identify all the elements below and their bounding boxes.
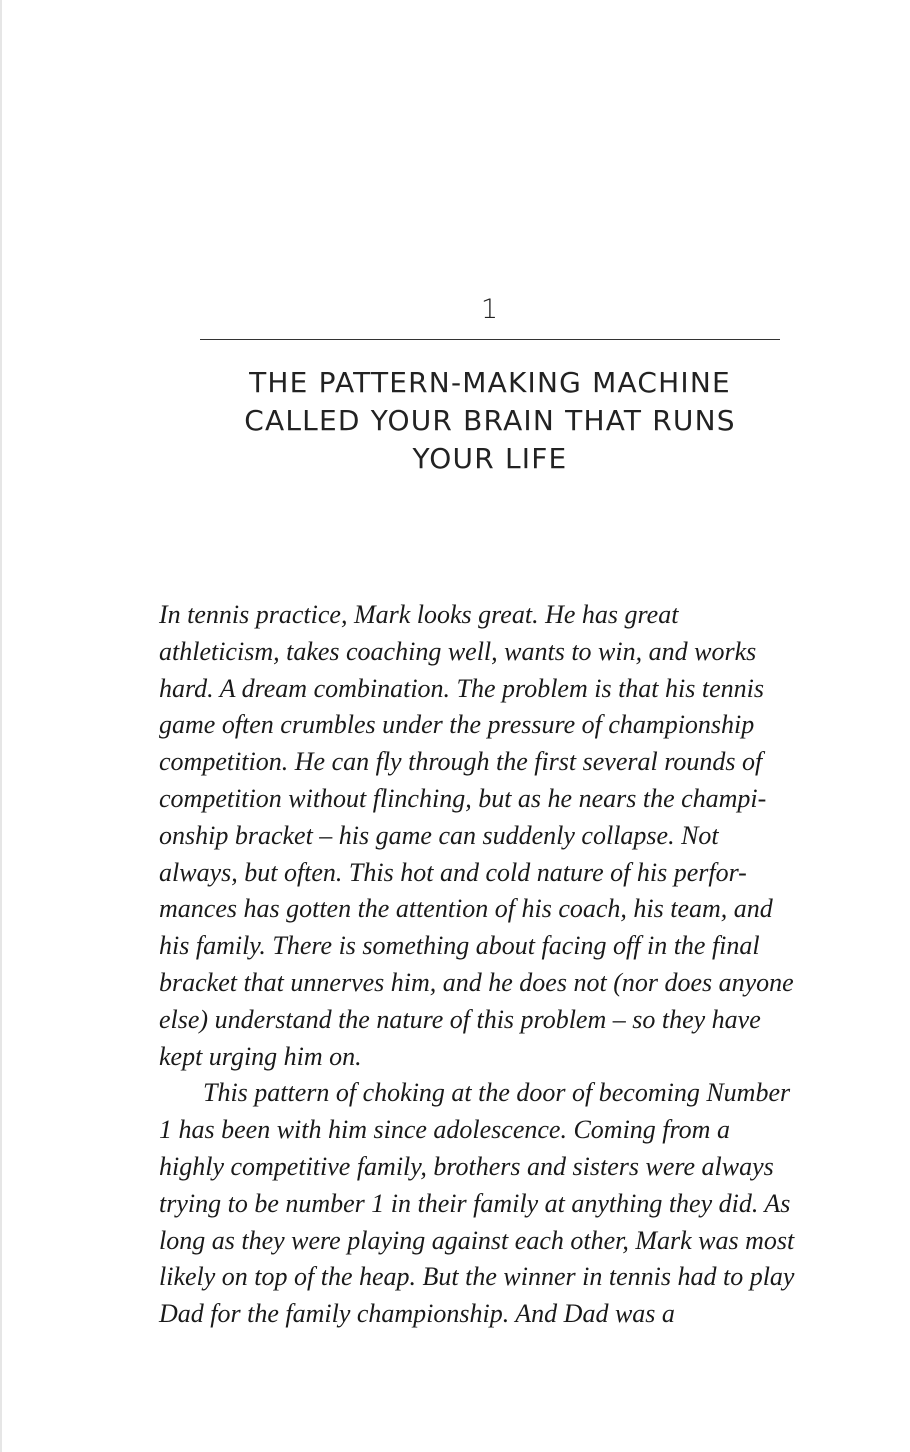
paragraph-2 (159, 1075, 823, 1333)
page-edge (0, 0, 2, 1452)
text-line: likely on top of the heap. But the winner in tennis had to play (159, 1262, 795, 1292)
paragraph-1 (159, 597, 823, 1075)
text-line: game often crumbles under the pressure of championship (159, 710, 755, 740)
chapter-number: 1 (480, 294, 500, 325)
text-line: onship bracket – his game can suddenly collapse. Not (159, 820, 719, 850)
text-line: else) understand the nature of this problem – so they have (159, 1004, 761, 1034)
text-line: In tennis practice, Mark looks great. He has great (159, 600, 679, 629)
text-line: hard. A dream combination. The problem is that his tennis (159, 673, 764, 703)
text-line: always, but often. This hot and cold nature of his perfor- (159, 857, 747, 887)
text-line: athleticism, takes coaching well, wants to win, and works (159, 636, 757, 666)
text-line: Dad for the family championship. And Dad was a (159, 1299, 675, 1329)
text-line: competition. He can fly through the first several rounds of (159, 747, 763, 777)
chapter-body (159, 597, 823, 1333)
text-line: kept urging him on. (159, 1041, 362, 1071)
text-line: highly competitive family, brothers and sisters were always (159, 1151, 774, 1181)
text-line: his family. There is something about facing off in the final (159, 931, 760, 961)
text-line: bracket that unnerves him, and he does not (nor does anyone (159, 967, 794, 997)
text-line: 1 has been with him since adolescence. Coming from a (159, 1115, 730, 1145)
text-line: trying to be number 1 in their family at anything they did. As (159, 1188, 791, 1218)
chapter-title (200, 364, 780, 478)
text-line: competition without flinching, but as he nears the champi- (159, 783, 767, 813)
text-line: mances has gotten the attention of his coach, his team, and (159, 894, 773, 924)
text-line: long as they were playing against each other, Mark was most (159, 1225, 795, 1255)
chapter-divider (200, 339, 780, 340)
chapter-title-line: THE PATTERN-MAKING MACHINE (249, 366, 731, 399)
chapter-title-line: YOUR LIFE (412, 442, 568, 475)
chapter-title-line: CALLED YOUR BRAIN THAT RUNS (244, 404, 736, 437)
text-line: This pattern of choking at the door of becoming Number (203, 1078, 791, 1108)
